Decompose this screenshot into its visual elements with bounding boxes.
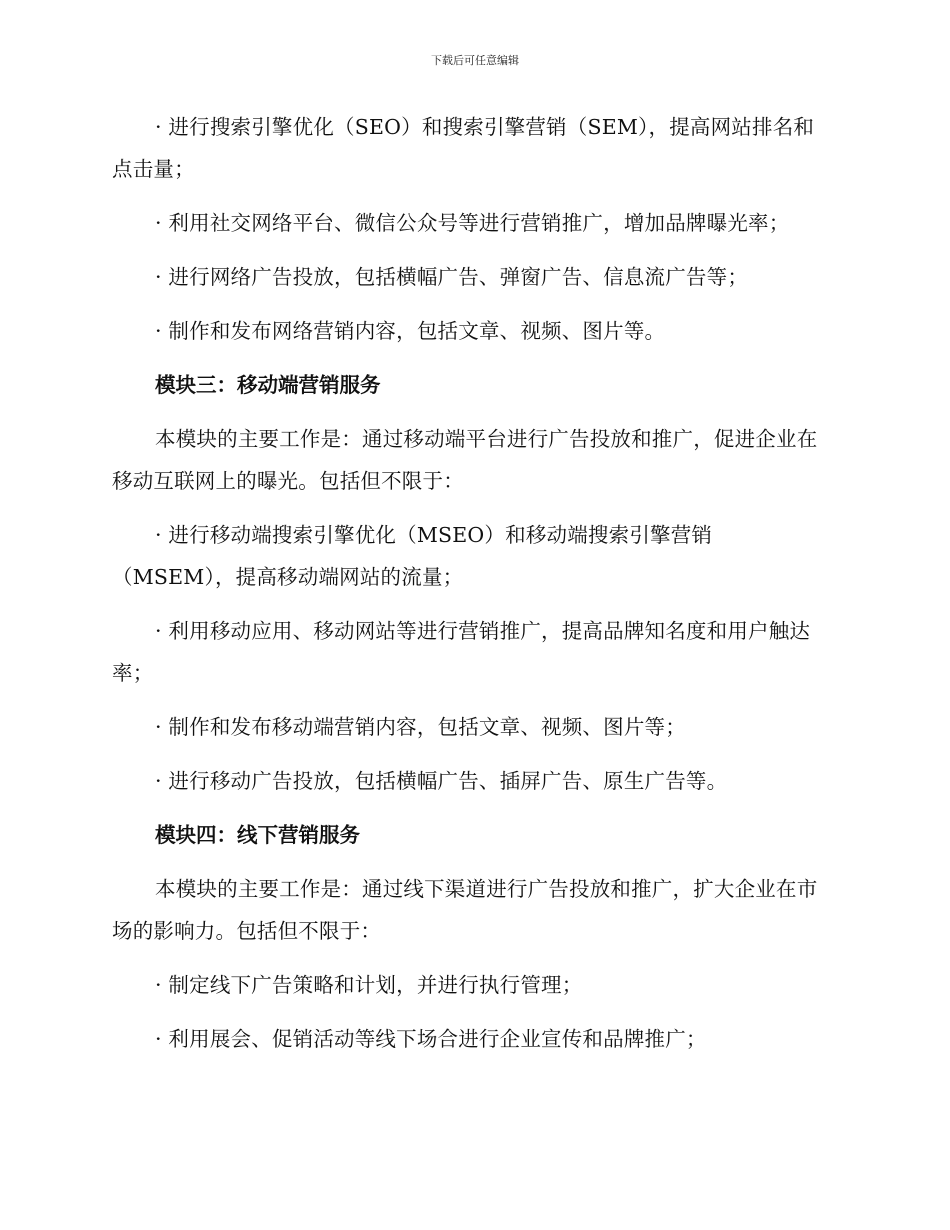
- module-4-intro: 本模块的主要工作是：通过线下渠道进行广告投放和推广，扩大企业在市场的影响力。包括但不限于：: [112, 877, 818, 943]
- bullet-mobile-content: · 制作和发布移动端营销内容，包括文章、视频、图片等；: [155, 715, 686, 739]
- bullet-offline-strategy: · 制定线下广告策略和计划，并进行执行管理；: [155, 973, 583, 997]
- bullet-online-ads: · 进行网络广告投放，包括横幅广告、弹窗广告、信息流广告等；: [155, 265, 749, 289]
- bullet-offline-events: · 利用展会、促销活动等线下场合进行企业宣传和品牌推广；: [155, 1027, 707, 1051]
- bullet-online-content: · 制作和发布网络营销内容，包括文章、视频、图片等。: [155, 319, 666, 343]
- bullet-seo-sem: · 进行搜索引擎优化（SEO）和搜索引擎营销（SEM），提高网站排名和点击量；: [112, 115, 815, 181]
- module-3-intro: 本模块的主要工作是：通过移动端平台进行广告投放和推广，促进企业在移动互联网上的曝光。包括但不限于：: [112, 427, 818, 493]
- bullet-mobile-ads: · 进行移动广告投放，包括横幅广告、插屏广告、原生广告等。: [155, 769, 728, 793]
- page-header-note: 下载后可任意编辑: [431, 54, 519, 67]
- document-body: [112, 106, 832, 1072]
- bullet-mobile-apps: · 利用移动应用、移动网站等进行营销推广，提高品牌知名度和用户触达率；: [112, 619, 811, 685]
- section-heading-module-3: 模块三：移动端营销服务: [155, 373, 381, 397]
- section-heading-module-4: 模块四：线下营销服务: [155, 823, 360, 847]
- bullet-social-media: · 利用社交网络平台、微信公众号等进行营销推广，增加品牌曝光率；: [155, 211, 790, 235]
- bullet-mseo-msem: · 进行移动端搜索引擎优化（MSEO）和移动端搜索引擎营销（MSEM），提高移动端网站的流量；: [112, 523, 713, 589]
